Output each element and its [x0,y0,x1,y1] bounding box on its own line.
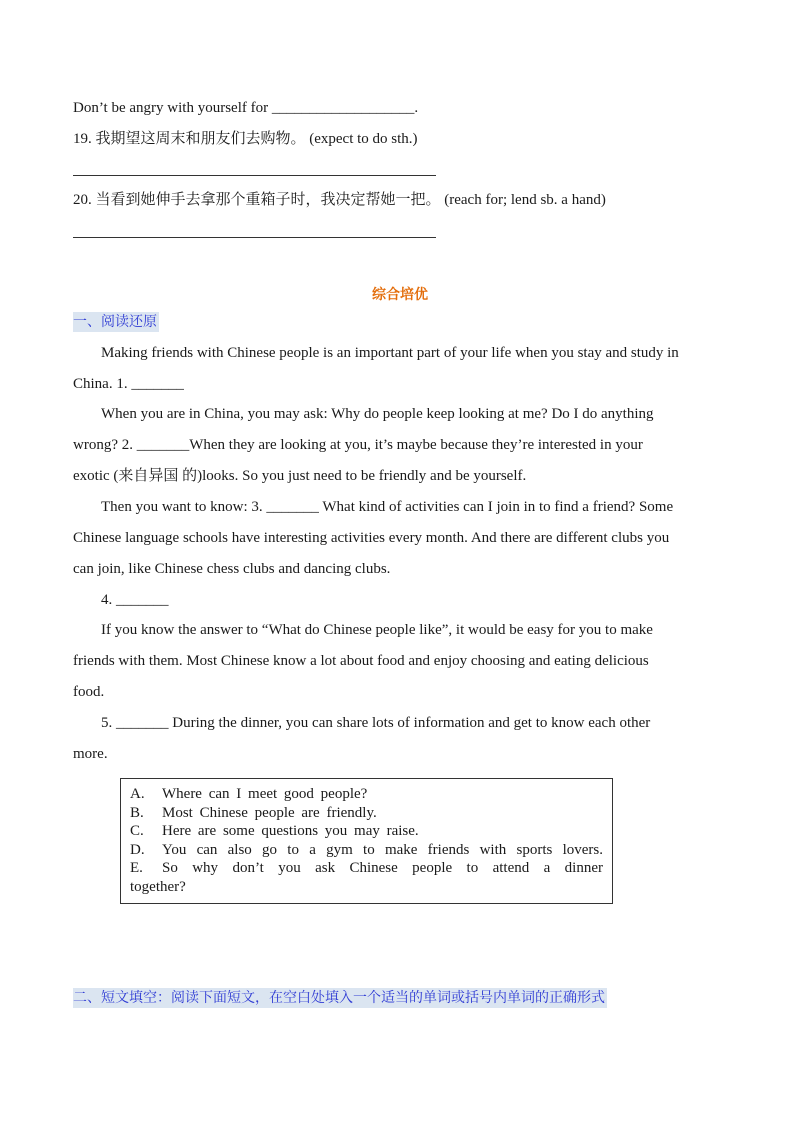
passage-p1-line2: China. 1. _______ [73,376,184,392]
option-d [130,841,603,860]
option-e [130,859,603,878]
exercise-line-18: Don’t be angry with yourself for ___________________. [73,100,419,116]
option-letter: B. [130,804,144,821]
passage-p1-line1: Making friends with Chinese people is an important part of your life when you stay and study in [101,345,679,361]
passage-p3-line1: Then you want to know: 3. _______ What kind of activities can I join in to find a friend? Some [101,499,674,515]
option-letter: D. [130,841,145,858]
passage-p2-line3: exotic (来自异国 的)looks. So you just need to be friendly and be yourself. [73,468,527,484]
option-text: Here are some questions you may raise. [162,823,419,839]
option-a [130,785,603,804]
passage-p3-line3: can join, like Chinese chess clubs and dancing clubs. [73,561,391,577]
passage-p6-line2: more. [73,746,108,762]
passage-p2-line1: When you are in China, you may ask: Why do people keep looking at me? Do I do anything [101,406,654,422]
question-19: 19. 我期望这周末和朋友们去购物。 (expect to do sth.) [73,131,418,147]
option-letter: E. [130,860,143,876]
option-b [130,804,603,823]
passage-p5-line2: friends with them. Most Chinese know a lot about food and enjoy choosing and eating delicious [73,653,649,669]
part1-heading: 一、阅读还原 [73,314,157,330]
answer-line-19 [73,175,436,176]
option-e-continuation: together? [130,878,186,895]
option-letter: A. [130,786,145,802]
passage-p5-line1: If you know the answer to “What do Chinese people like”, it would be easy for you to make [101,622,653,638]
passage-p5-line3: food. [73,684,105,700]
answer-line-20 [73,237,436,238]
question-20: 20. 当看到她伸手去拿那个重箱子时，我决定帮她一把。 (reach for; lend sb. a hand) [73,192,606,208]
passage-p3-line2: Chinese language schools have interesting activities every month. And there are different clubs you [73,530,670,546]
passage-p4: 4. _______ [101,592,169,608]
option-text: So why don’t you ask Chinese people to attend a dinner [162,860,603,876]
section-title: 综合培优 [372,287,428,303]
option-text: Most Chinese people are friendly. [162,804,377,821]
option-text: You can also go to a gym to make friends with sports lovers. [162,841,603,858]
passage-p6-line1: 5. _______ During the dinner, you can share lots of information and get to know each other [101,715,651,731]
passage-p2-line2: wrong? 2. _______When they are looking at you, it’s maybe because they’re interested in your [73,437,643,453]
option-text: Where can I meet good people? [162,786,368,802]
option-c [130,822,603,841]
part2-heading: 二、短文填空：阅读下面短文，在空白处填入一个适当的单词或括号内单词的正确形式 [73,990,605,1006]
option-letter: C. [130,823,144,839]
options-box [120,778,613,904]
